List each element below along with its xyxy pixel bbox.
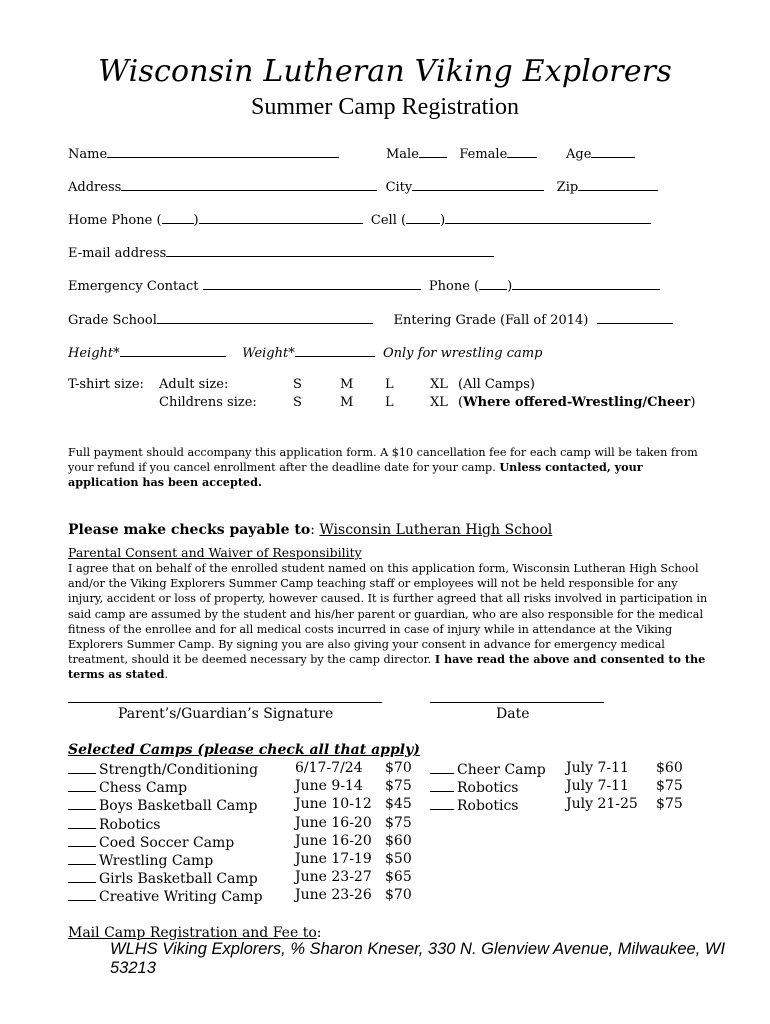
camp-row [68,796,257,814]
city-field[interactable] [412,178,544,191]
gender-group [386,145,537,162]
camp-dates: 6/17-7/24 [295,760,363,776]
camp-price: $75 [656,778,683,795]
checks-colon: : [310,522,320,538]
camp-name: Robotics [457,780,519,797]
camp-price: $75 [385,814,412,831]
entering-grade-field[interactable] [597,311,673,324]
tshirt-size-label: T-shirt size: [68,377,144,392]
where-offered-note [458,395,695,410]
wrestling-note: Only for wrestling camp [382,346,543,361]
city-label: City [385,180,413,195]
entering-grade-label: Entering Grade (Fall of 2014) [393,313,589,328]
checks-label: Please make checks payable to [68,522,311,538]
weight-field[interactable] [295,344,375,357]
camp-name: Girls Basketball Camp [99,871,258,888]
age-field[interactable] [591,145,635,158]
address-row [68,178,658,195]
date-label: Date [496,706,530,722]
consent-heading: Parental Consent and Waiver of Responsibility [68,545,362,560]
paren-close: ) [690,395,696,410]
weight-label: Weight* [242,346,295,361]
camp-dates: July 7-11 [566,778,629,795]
camps-heading: Selected Camps (please check all that apply) [68,742,420,758]
camp-checkbox[interactable] [430,778,454,792]
camp-checkbox[interactable] [68,887,96,901]
camp-name: Boys Basketball Camp [99,798,258,815]
signature-line[interactable] [68,702,382,703]
email-field[interactable] [166,244,494,257]
camp-dates: July 21-25 [566,796,638,813]
male-label: Male [386,147,419,162]
home-area-code-field[interactable] [162,211,194,224]
camp-row [68,778,187,796]
camp-row [68,851,213,869]
checks-payable [68,522,552,538]
home-phone-label: Home Phone ( [68,213,162,228]
camp-price: $60 [656,760,683,776]
female-label: Female [459,147,508,162]
grade-row [68,311,673,328]
camp-checkbox[interactable] [68,851,96,865]
emergency-contact-label: Emergency Contact [68,279,199,294]
emergency-area-code-field[interactable] [479,277,507,290]
camp-dates: June 10-12 [295,796,372,813]
camp-checkbox[interactable] [430,760,454,774]
camp-checkbox[interactable] [430,796,454,810]
camp-row [68,833,234,851]
camp-price: $75 [385,778,412,795]
camp-dates: June 23-26 [295,887,372,904]
paren-close: ) [193,213,199,228]
camp-name: Robotics [457,798,519,815]
page-subtitle: Summer Camp Registration [251,94,519,120]
name-label: Name [68,147,108,162]
paren-open: ( [458,395,464,410]
address-label: Address [68,180,122,195]
child-size-xl[interactable]: XL [430,395,448,410]
camp-name: Strength/Conditioning [99,762,259,778]
camp-dates: June 16-20 [295,814,372,831]
height-field[interactable] [120,344,226,357]
camp-dates: July 7-11 [566,760,629,776]
age-label: Age [566,147,592,162]
cell-phone-field[interactable] [445,211,651,224]
payment-text: Full payment should accompany this application form. A $10 cancellation fee for each camp will be taken from your refund if you cancel enrollment after the deadline date for your camp. [68,446,698,475]
consent-period: . [164,668,169,682]
child-size-s[interactable]: S [293,395,302,410]
grade-school-label: Grade School [68,313,157,328]
camp-row [430,778,519,796]
name-row [68,145,339,162]
camp-dates: June 9-14 [295,778,363,795]
all-camps-note: (All Camps) [458,377,535,392]
camp-dates: June 23-27 [295,869,372,886]
paren-close: ) [440,213,446,228]
payment-bold-text: Unless contacted, your application has been accepted. [68,460,643,490]
camp-row [430,796,519,814]
female-field[interactable] [507,145,537,158]
mail-colon: : [316,925,322,941]
camp-row [68,869,258,887]
emergency-phone-field[interactable] [512,277,660,290]
camp-row [68,887,263,905]
payment-paragraph [68,445,708,491]
email-row [68,244,494,261]
zip-label: Zip [556,180,579,195]
adult-size-s[interactable]: S [293,377,302,392]
camp-dates: June 16-20 [295,832,372,849]
grade-school-field[interactable] [157,311,373,324]
camp-checkbox[interactable] [68,778,96,792]
camp-price: $45 [385,796,412,813]
email-label: E-mail address [68,246,167,261]
camp-name: Chess Camp [99,780,188,797]
camp-name: Creative Writing Camp [99,889,263,906]
cell-label: Cell ( [370,213,407,228]
camp-price: $50 [385,851,412,867]
camp-name: Cheer Camp [457,762,546,778]
parent-signature-label: Parent’s/Guardian’s Signature [118,706,334,722]
height-weight-row [68,344,542,361]
adult-size-label: Adult size: [159,377,229,392]
camp-price: $75 [656,796,683,813]
camp-checkbox[interactable] [68,833,96,847]
consent-paragraph [68,561,708,683]
camp-name: Wrestling Camp [99,853,214,869]
camp-dates: June 17-19 [295,851,372,867]
name-field[interactable] [107,145,339,158]
camp-checkbox[interactable] [68,869,96,883]
camp-price: $70 [385,760,412,776]
mail-address: WLHS Viking Explorers, % Sharon Kneser, 330 N. Glenview Avenue, Milwaukee, WI 53213 [110,940,726,977]
camp-price: $65 [385,869,412,886]
camp-row [430,760,546,778]
adult-size-m[interactable]: M [340,377,354,392]
page-title: Wisconsin Lutheran Viking Explorers [98,54,672,89]
cell-area-code-field[interactable] [406,211,440,224]
address-field[interactable] [121,178,377,191]
camp-price: $70 [385,887,412,904]
height-label: Height* [68,346,120,361]
date-line[interactable] [430,702,604,703]
emergency-row [68,277,660,294]
child-size-l[interactable]: L [385,395,394,410]
phone-row [68,211,651,228]
zip-field[interactable] [578,178,658,191]
age-group [566,145,635,162]
where-offered-text: Where offered-Wrestling/Cheer [463,395,691,410]
adult-size-xl[interactable]: XL [430,377,448,392]
camp-row [68,815,161,833]
consent-body: I agree that on behalf of the enrolled student named on this application form, Wisconsin Lutheran High School and/or the Viking Explorers Summer Camp teaching staff or employees will not be held responsible for any injury, accident or loss of property, however caused. It is further agreed that all risks involved in participation in said camp are assumed by the student and his/her parent or guardian, who are also responsible for the medical fitness of the enrollee and for all medical costs incurred in case of injury while in attendance at the Viking Explorers Summer Camp. By signing you are also giving your consent in advance for emergency medical treatment, should it be deemed necessary by the camp director. [68,562,708,667]
phone-label: Phone ( [428,279,480,294]
adult-size-l[interactable]: L [385,377,394,392]
camp-checkbox[interactable] [68,796,96,810]
child-size-m[interactable]: M [340,395,354,410]
childrens-size-label: Childrens size: [159,395,257,410]
mail-heading: Mail Camp Registration and Fee to [68,925,317,941]
camp-name: Robotics [99,816,161,833]
emergency-contact-field[interactable] [203,277,421,290]
home-phone-field[interactable] [199,211,363,224]
camp-checkbox[interactable] [68,815,96,829]
camp-row [68,760,258,778]
mail-heading-wrap [68,925,321,941]
camp-checkbox[interactable] [68,760,96,774]
camp-name: Coed Soccer Camp [99,834,235,851]
paren-close: ) [507,279,513,294]
camp-price: $60 [385,832,412,849]
checks-payee: Wisconsin Lutheran High School [319,522,553,538]
male-field[interactable] [419,145,447,158]
consent-bold-end: I have read the above and consented to the terms as stated [68,652,706,682]
